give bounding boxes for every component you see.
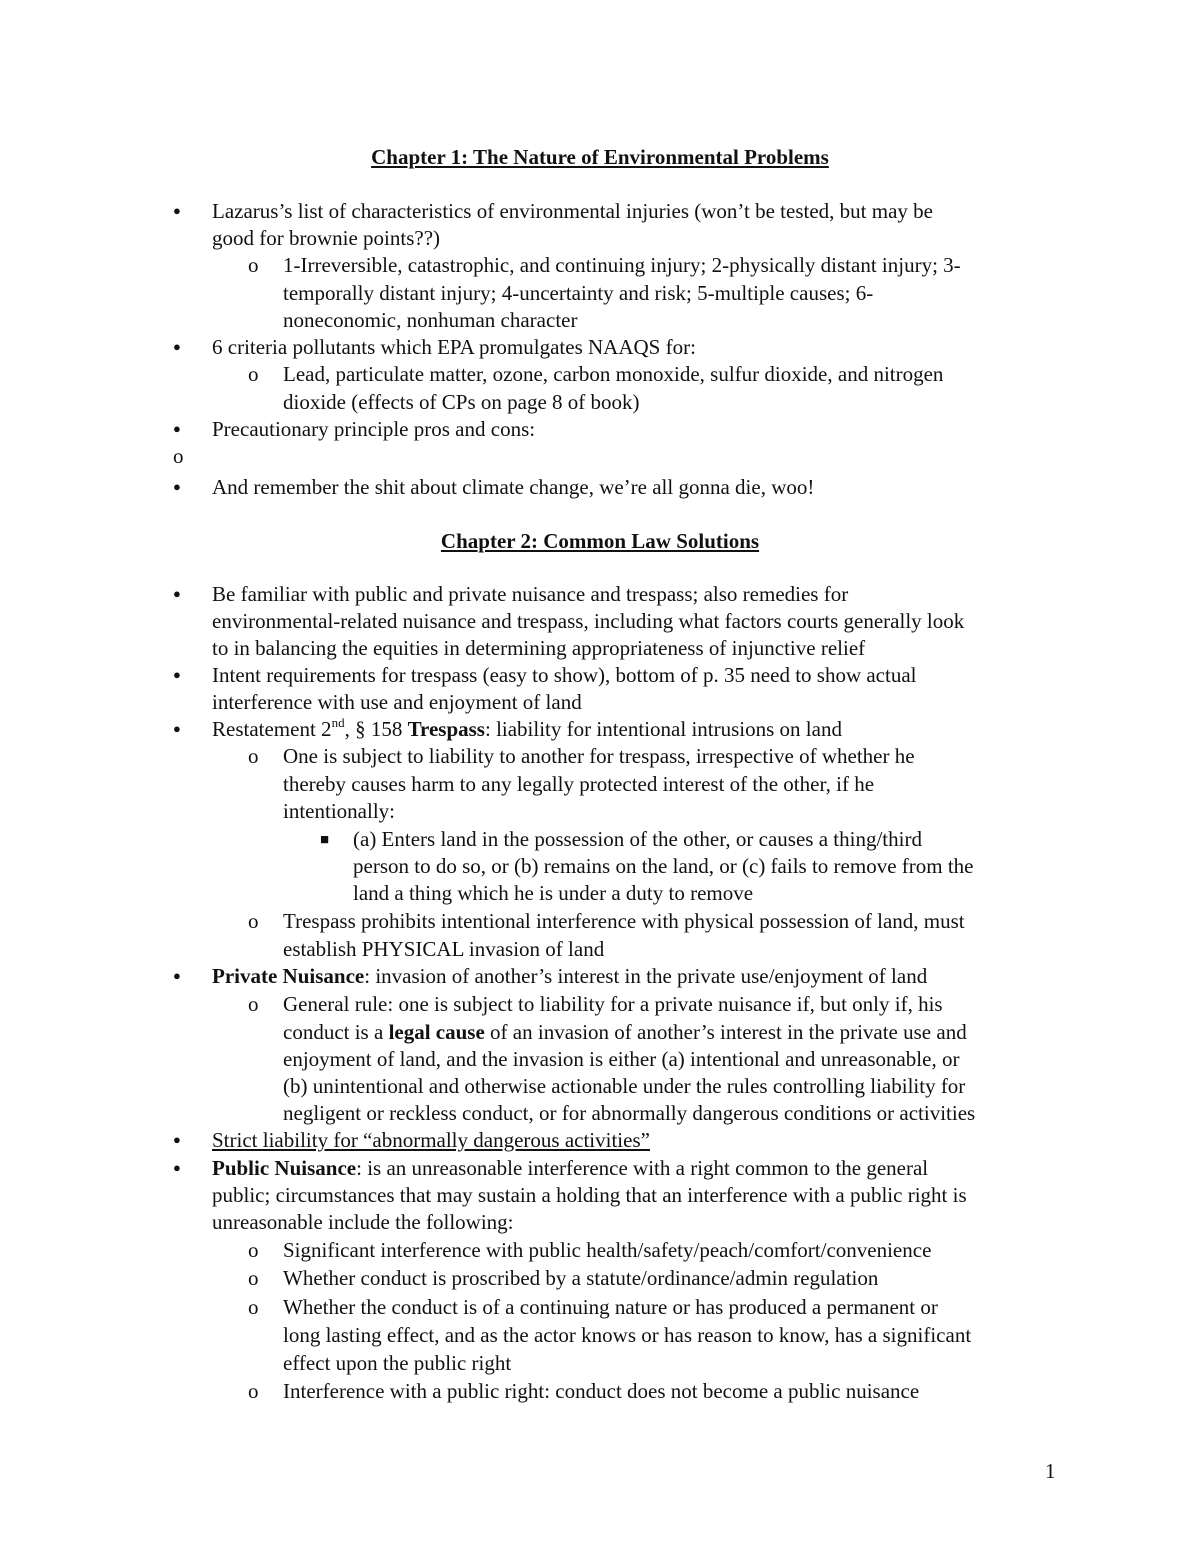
strict-liability: Strict liability for “abnormally dangerous activities”: [212, 1128, 650, 1152]
bullet-disc: [173, 662, 181, 691]
continuing-line-1: Whether the conduct is of a continuing nature or has produced a permanent or: [283, 1295, 938, 1319]
enters-line-3: land a thing which he is under a duty to remove: [353, 881, 754, 905]
criteria-pollutants: 6 criteria pollutants which EPA promulgates NAAQS for:: [212, 335, 696, 359]
page-number: 1: [1045, 1459, 1056, 1483]
general-rule-line-1: General rule: one is subject to liability for a private nuisance if, but only if, his: [283, 992, 943, 1016]
subject-line-1: One is subject to liability to another for trespass, irrespective of whether he: [283, 744, 915, 768]
public-nuisance-term: Public Nuisance: [212, 1156, 357, 1180]
general-rule-2c: of an invasion of another’s interest in the private use and: [484, 1020, 967, 1044]
bullet-disc: [173, 716, 181, 745]
proscribed-conduct: Whether conduct is proscribed by a statute/ordinance/admin regulation: [283, 1266, 879, 1290]
private-nuisance: [212, 963, 927, 990]
familiar-line-3: to in balancing the equities in determining appropriateness of injunctive relief: [212, 636, 866, 660]
public-nuisance-definition: : is an unreasonable interference with a right common to the general: [356, 1156, 929, 1180]
pollutants-line-1: Lead, particulate matter, ozone, carbon monoxide, sulfur dioxide, and nitrogen: [283, 362, 944, 386]
chapter-1-heading: Chapter 1: The Nature of Environmental Problems: [371, 145, 829, 169]
lazarus-line-2: good for brownie points??): [212, 226, 441, 250]
bullet-disc: [173, 416, 181, 445]
public-right-interference: Interference with a public right: conduct does not become a public nuisance: [283, 1379, 920, 1403]
precautionary-principle: Precautionary principle pros and cons:: [212, 417, 536, 441]
prohibits-line-1: Trespass prohibits intentional interference with physical possession of land, must: [283, 909, 965, 933]
continuing-line-3: effect upon the public right: [283, 1351, 512, 1375]
lazarus-line-1: Lazarus’s list of characteristics of environmental injuries (won’t be tested, but may be: [212, 199, 933, 223]
general-rule-2a: conduct is a: [283, 1020, 389, 1044]
bullet-circle: o: [248, 362, 259, 386]
bullet-square: [320, 826, 329, 856]
restatement-suffix: : liability for intentional intrusions on land: [484, 717, 842, 741]
bullet-circle: o: [248, 909, 259, 933]
restatement-superscript: nd: [331, 715, 345, 730]
bullet-circle: o: [248, 1379, 259, 1403]
prohibits-line-2: establish PHYSICAL invasion of land: [283, 937, 605, 961]
familiar-line-1: Be familiar with public and private nuisance and trespass; also remedies for: [212, 582, 849, 606]
general-rule-line-5: negligent or reckless conduct, or for abnormally dangerous conditions or activities: [283, 1101, 976, 1125]
general-rule-line-4: (b) unintentional and otherwise actionable under the rules controlling liability for: [283, 1074, 966, 1098]
bullet-disc: [173, 198, 181, 227]
intent-line-1: Intent requirements for trespass (easy to show), bottom of p. 35 need to show actual: [212, 663, 917, 687]
bullet-circle-empty: o: [173, 444, 184, 468]
bullet-disc: [173, 581, 181, 610]
characteristics-line-3: noneconomic, nonhuman character: [283, 308, 578, 332]
familiar-line-2: environmental-related nuisance and trespass, including what factors courts generally look: [212, 609, 965, 633]
public-nuisance-line-2: public; circumstances that may sustain a holding that an interference with a public right is: [212, 1183, 967, 1207]
restatement-prefix: Restatement 2: [212, 717, 332, 741]
enters-line-1: (a) Enters land in the possession of the other, or causes a thing/third: [353, 827, 922, 851]
bullet-circle: o: [248, 992, 259, 1016]
restatement-line: [212, 716, 842, 743]
characteristics-line-2: temporally distant injury; 4-uncertainty and risk; 5-multiple causes; 6-: [283, 281, 874, 305]
public-nuisance-line-1: [212, 1155, 928, 1182]
intent-line-2: interference with use and enjoyment of land: [212, 690, 582, 714]
bullet-disc: [173, 1127, 181, 1156]
private-nuisance-definition: : invasion of another’s interest in the private use/enjoyment of land: [364, 964, 928, 988]
subject-line-3: intentionally:: [283, 799, 395, 823]
pollutants-line-2: dioxide (effects of CPs on page 8 of book): [283, 390, 640, 414]
chapter-2-heading: Chapter 2: Common Law Solutions: [440, 529, 760, 553]
bullet-circle: o: [248, 1238, 259, 1262]
bullet-circle: o: [248, 1266, 259, 1290]
subject-line-2: thereby causes harm to any legally protected interest of the other, if he: [283, 772, 875, 796]
significant-interference: Significant interference with public health/safety/peach/comfort/convenience: [283, 1238, 932, 1262]
bullet-circle: o: [248, 744, 259, 768]
bullet-circle: o: [248, 1295, 259, 1319]
public-nuisance-line-3: unreasonable include the following:: [212, 1210, 514, 1234]
general-rule-line-2: [283, 1019, 967, 1046]
legal-cause-term: legal cause: [388, 1020, 485, 1044]
restatement-trespass: Trespass: [407, 717, 485, 741]
climate-change-note: And remember the shit about climate change, we’re all gonna die, woo!: [212, 475, 815, 499]
bullet-disc: [173, 963, 181, 992]
enters-line-2: person to do so, or (b) remains on the land, or (c) fails to remove from the: [353, 854, 974, 878]
bullet-disc: [173, 334, 181, 363]
bullet-disc: [173, 474, 181, 503]
general-rule-line-3: enjoyment of land, and the invasion is either (a) intentional and unreasonable, or: [283, 1047, 960, 1071]
bullet-disc: [173, 1155, 181, 1184]
restatement-section: , § 158: [344, 717, 408, 741]
private-nuisance-term: Private Nuisance: [212, 964, 365, 988]
continuing-line-2: long lasting effect, and as the actor knows or has reason to know, has a significant: [283, 1323, 972, 1347]
characteristics-line-1: 1-Irreversible, catastrophic, and continuing injury; 2-physically distant injury; 3-: [283, 253, 961, 277]
bullet-circle: o: [248, 253, 259, 277]
